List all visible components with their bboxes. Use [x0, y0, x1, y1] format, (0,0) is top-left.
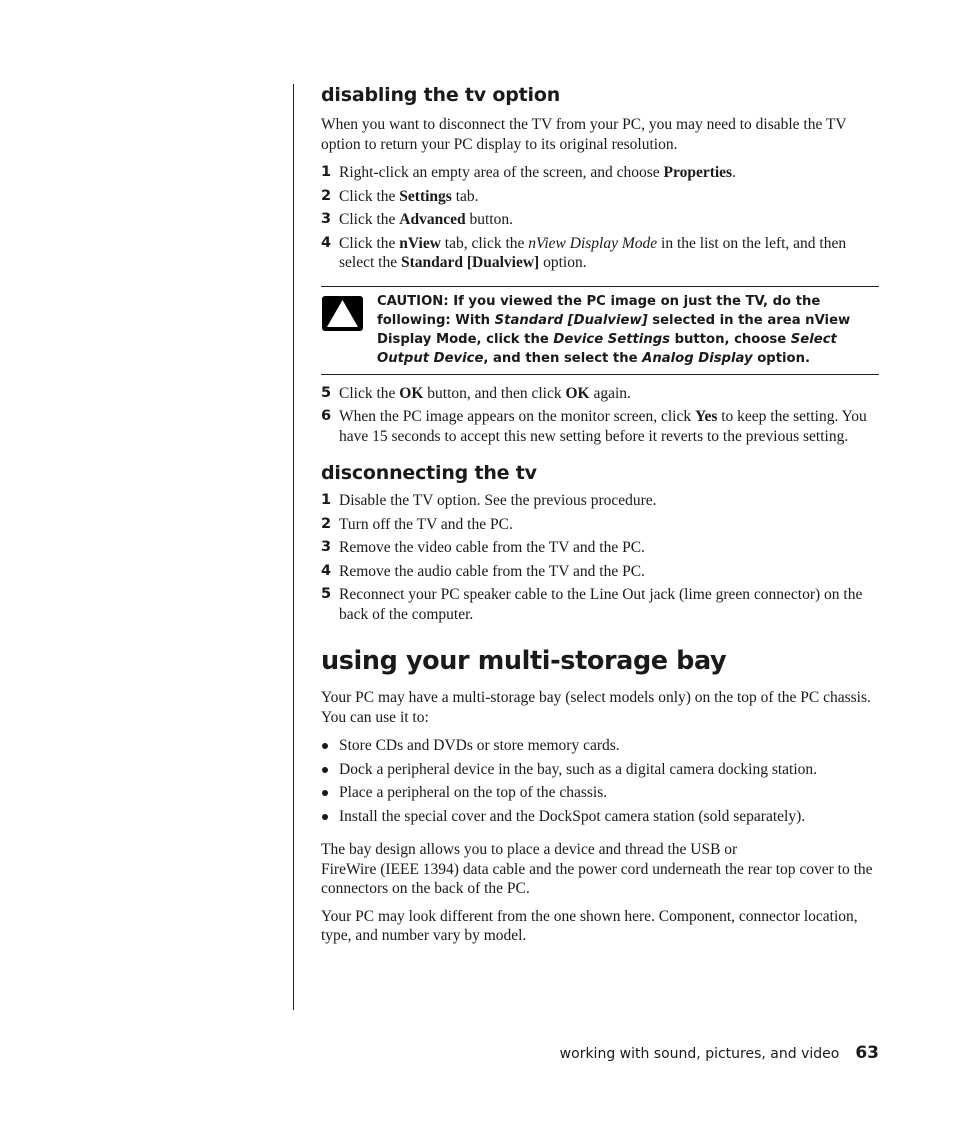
disabling-steps-a: [321, 163, 879, 273]
bullet-icon: [322, 743, 328, 749]
list-item: 4 Click the nView tab, click the nView Display Mode in the list on the left, and then select the Standard [Dualview] option.: [321, 234, 847, 271]
bay-variation-paragraph: Your PC may look different from the one shown here. Component, connector location, type, and number vary by model.: [321, 907, 858, 944]
list-item: Place a peripheral on the top of the chassis.: [321, 783, 879, 803]
list-item: Store CDs and DVDs or store memory cards.: [321, 736, 879, 756]
margin-rule: [293, 84, 294, 1010]
list-item: 2 Click the Settings tab.: [321, 187, 479, 205]
list-item: 1 Right-click an empty area of the screen, and choose Properties.: [321, 164, 736, 181]
bay-design-paragraph: The bay design allows you to place a device and thread the USB or FireWire (IEEE 1394) data cable and the power cord underneath the rear top cover to the connectors on the back of the PC.: [321, 841, 873, 897]
list-item: 4 Remove the audio cable from the TV and the PC.: [321, 562, 645, 580]
heading-disconnecting-tv: disconnecting the tv: [321, 462, 537, 484]
list-item: 2 Turn off the TV and the PC.: [321, 515, 513, 533]
page-footer: [560, 1043, 879, 1063]
list-item: 6 When the PC image appears on the monitor screen, click Yes to keep the setting. You have 15 seconds to accept this new setting before it reverts to the previous setting.: [321, 408, 867, 445]
chapter-title: working with sound, pictures, and video: [559, 1046, 840, 1062]
list-item: 5 Click the OK button, and then click OK again.: [321, 384, 631, 402]
list-item: 3 Remove the video cable from the TV and the PC.: [321, 539, 645, 556]
disabling-intro: When you want to disconnect the TV from your PC, you may need to disable the TV option to return your PC display to its original resolution.: [321, 116, 847, 153]
heading-multi-storage-bay: using your multi-storage bay: [321, 646, 727, 676]
bullet-icon: [322, 814, 328, 820]
list-item: 5 Reconnect your PC speaker cable to the Line Out jack (lime green connector) on the back of the computer.: [321, 586, 863, 623]
caution-text: CAUTION: If you viewed the PC image on just the TV, do the following: With Standard [Dualview] selected in the area nView Display Mode, click the Device Settings button, choose Select Output Device, and then select the Analog Display option.: [377, 293, 851, 366]
warning-triangle-icon: [322, 296, 363, 331]
list-item: 1 Disable the TV option. See the previous procedure.: [321, 492, 657, 509]
list-item: Dock a peripheral device in the bay, such as a digital camera docking station.: [321, 760, 879, 780]
bullet-icon: [322, 767, 328, 773]
list-item: 3 Click the Advanced button.: [321, 211, 513, 228]
bay-uses-list: [321, 736, 879, 826]
disconnecting-steps: [321, 491, 879, 624]
page-content: [321, 84, 879, 946]
list-item: Install the special cover and the DockSpot camera station (sold separately).: [321, 807, 879, 827]
bullet-icon: [322, 790, 328, 796]
bay-intro: Your PC may have a multi-storage bay (select models only) on the top of the PC chassis. You can use it to:: [321, 689, 871, 726]
page-number: 63: [855, 1043, 879, 1063]
caution-box: [321, 286, 879, 375]
disabling-steps-b: [321, 384, 879, 447]
heading-disabling-tv: disabling the tv option: [321, 84, 561, 106]
